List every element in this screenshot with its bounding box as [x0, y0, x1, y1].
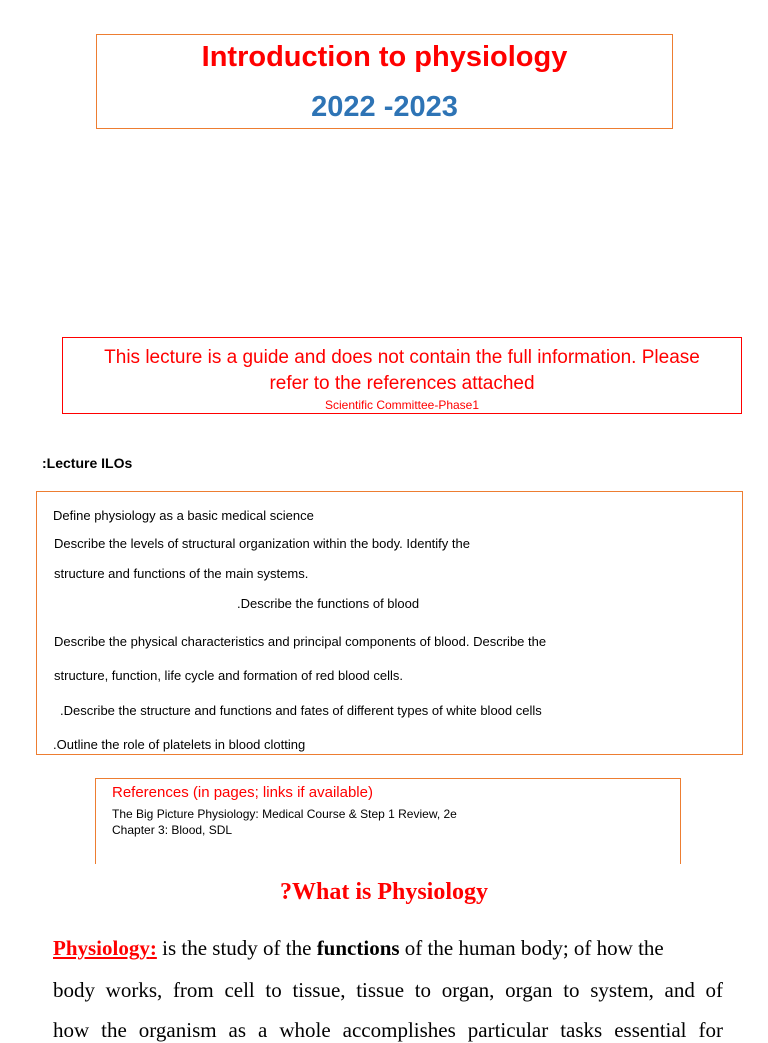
reference-item: Chapter 3: Blood, SDL [112, 823, 233, 837]
ilo-item: Define physiology as a basic medical science [53, 508, 314, 523]
ilo-item: structure, function, life cycle and formation of red blood cells. [54, 668, 404, 683]
ilo-item: .Describe the structure and functions and fates of different types of white blood cells [60, 703, 542, 718]
disclaimer-line-1: This lecture is a guide and does not contain the full information. Please [104, 347, 700, 368]
ilo-item: .Describe the functions of blood [237, 596, 420, 611]
title-box [96, 34, 673, 129]
definition-line-2: body works, from cell to tissue, tissue to organ, organ to system, and of [53, 978, 723, 1002]
references-heading: References (in pages; links if available) [112, 784, 373, 801]
definition-term: Physiology [53, 936, 150, 960]
definition-bold-word: functions [316, 936, 400, 960]
committee-label: Scientific Committee-Phase1 [324, 398, 480, 412]
ilos-heading: :Lecture ILOs [42, 455, 133, 471]
reference-item: The Big Picture Physiology: Medical Course & Step 1 Review, 2e [112, 807, 457, 821]
ilo-item: structure and functions of the main systems. [54, 566, 309, 581]
academic-year: 2022 -2023 [311, 91, 458, 123]
section-heading: ?What is Physiology [279, 879, 489, 905]
ilo-item: .Outline the role of platelets in blood clotting [53, 737, 306, 752]
document-title: Introduction to physiology [201, 41, 568, 73]
ilos-box [36, 491, 743, 755]
definition-text: is the study of the [156, 936, 317, 960]
definition-line-3: how the organism as a whole accomplishes particular tasks essential for [53, 1018, 723, 1042]
references-box [95, 778, 681, 864]
definition-line-1 [53, 936, 723, 961]
ilo-item: Describe the levels of structural organization within the body. Identify the [54, 536, 470, 551]
ilo-item: Describe the physical characteristics and principal components of blood. Describe the [54, 634, 547, 649]
definition-text: of the human body; of how the [399, 936, 664, 960]
disclaimer-box [62, 337, 742, 414]
definition-colon: : [149, 936, 157, 960]
disclaimer-line-2: refer to the references attached [269, 373, 535, 394]
